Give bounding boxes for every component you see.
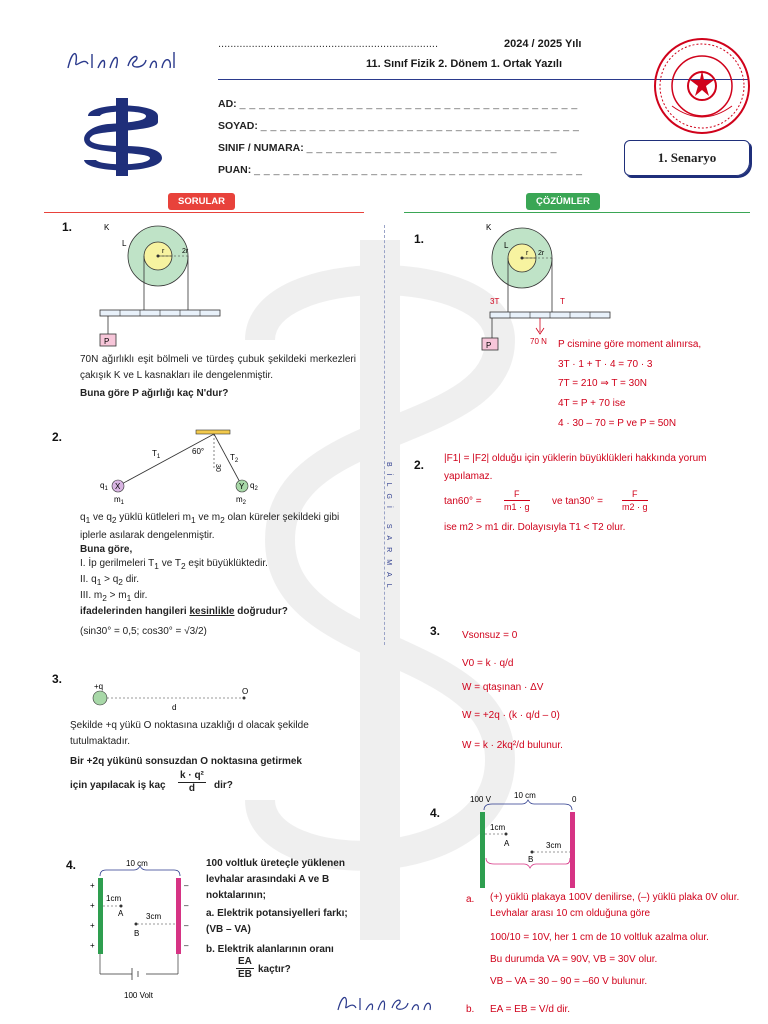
q4-label-volt: 100 Volt — [124, 991, 153, 1000]
q2-item-1: I. İp gerilmeleri $T_1$ ve $T_2$ eşit büyüklüktedir. — [80, 558, 268, 571]
s1-label-p: P — [486, 341, 492, 350]
s1-number: 1. — [414, 232, 425, 246]
s2-number: 2. — [414, 458, 425, 472]
s1-line-1: P cismine göre moment alınırsa, — [558, 339, 702, 350]
q2-buna: Buna göre, — [80, 544, 133, 555]
q2-label-t1: $T_1$ — [152, 449, 161, 460]
s4-label-dist: 10 cm — [514, 791, 536, 800]
q4-label-b: B — [134, 929, 140, 938]
s4-a-3: Bu durumda VA = 90V, VB = 30V olur. — [490, 954, 658, 965]
name-field[interactable]: AD: _ _ _ _ _ _ _ _ _ _ _ _ _ _ _ _ _ _ _ _ _ _ _ _ _ _ _ _ _ _ _ _ _ _ _ — [218, 98, 578, 110]
footer-signature — [334, 990, 438, 1016]
s4-a-4: VB – VA = 30 – 90 = –60 V bulunur. — [490, 976, 648, 987]
s4-label-a: A — [504, 839, 510, 848]
solutions-tab: ÇÖZÜMLER — [526, 193, 600, 210]
q4-figure — [84, 856, 194, 1006]
q2-label-q2: $q_2$ — [250, 481, 258, 492]
s1-label-t: T — [560, 297, 565, 306]
s1-label-2r: 2r — [538, 250, 545, 257]
q4-label-dist: 10 cm — [126, 859, 148, 868]
q1-label-l: L — [122, 239, 127, 248]
q4-plus-sign: + — [90, 881, 95, 890]
s4-label-100v: 100 V — [470, 795, 491, 804]
q3-label-q: +q — [94, 682, 104, 691]
q3-figure — [86, 680, 256, 714]
q4-label-3cm: 3cm — [146, 912, 162, 921]
s2-frac-1 — [504, 488, 530, 513]
s3-line-5: W = k · 2kq²/d bulunur. — [462, 740, 563, 751]
q2-label-60: 60° — [192, 447, 205, 456]
q4-minus-sign: – — [184, 941, 189, 950]
s4-a-2: 100/10 = 10V, her 1 cm de 10 voltluk azalma olur. — [490, 932, 709, 943]
q4-b-end: kaçtır? — [258, 964, 291, 975]
exam-year: 2024 / 2025 Yılı — [504, 38, 582, 50]
s3-line-4: W = +2q · (k · q/d – 0) — [462, 710, 560, 721]
q2-label-y: Y — [239, 482, 245, 491]
s3-line-3: W = qtaşınan · ΔV — [462, 682, 544, 693]
s4-b-1: EA = EB = V/d dir. — [490, 1004, 571, 1015]
s1-line-3: 7T = 210 ⇒ T = 30N — [558, 378, 647, 389]
q1-question: Buna göre P ağırlığı kaç N'dur? — [80, 388, 229, 399]
s4-b-label: b. — [466, 1004, 475, 1015]
solutions-rule — [404, 212, 750, 213]
s4-a-label: a. — [466, 894, 475, 905]
q2-item-3: III. $m_2 > m_1$ dir. — [80, 590, 148, 603]
q3-text: Şekilde +q yükü O noktasına uzaklığı d olacak şekilde tutulmaktadır. — [70, 720, 309, 747]
q4-minus-sign: – — [184, 881, 189, 890]
s4-label-0: 0 — [572, 795, 577, 804]
s1-label-3t: 3T — [490, 297, 500, 306]
divider-brand: BİLGİ SARMAL — [385, 462, 392, 595]
q4-plus-sign: + — [90, 941, 95, 950]
surname-field[interactable]: SOYAD: _ _ _ _ _ _ _ _ _ _ _ _ _ _ _ _ _ _ _ _ _ _ _ _ _ _ _ _ _ _ _ _ _ — [218, 120, 580, 132]
s2-frac2-num: F — [622, 488, 648, 501]
s2-frac2-den: m2 · g — [622, 502, 648, 512]
s4-a-1: (+) yüklü plakaya 100V denilirse, (–) yüklü plaka 0V olur. Levhalar arası 10 cm olduğuna göre — [490, 892, 740, 919]
s2-frac1-den: m1 · g — [504, 502, 530, 512]
q3-ask3: dir? — [214, 780, 233, 791]
q2-label-t2: $T_2$ — [230, 453, 239, 464]
q2-figure — [96, 426, 276, 506]
questions-rule — [44, 212, 364, 213]
q4-label-1cm: 1cm — [106, 894, 122, 903]
q4-label-a: A — [118, 909, 124, 918]
meb-seal — [652, 36, 752, 136]
bs-logo — [78, 96, 168, 178]
q2-label-x: X — [115, 482, 121, 491]
q2-label-m1: $m_1$ — [114, 495, 125, 506]
q4-text: 100 voltluk üreteçle yüklenen levhalar arasındaki A ve B noktalarının; — [206, 858, 345, 901]
q4-minus-sign: – — [184, 921, 189, 930]
class-number-field[interactable]: SINIF / NUMARA: _ _ _ _ _ _ _ _ _ _ _ _ _ _ _ _ _ _ _ _ _ _ _ _ _ _ — [218, 142, 557, 154]
s2-tan60: tan60° = — [444, 496, 482, 507]
scenario-box — [624, 140, 750, 176]
q3-ask1: Bir +2q yükünü sonsuzdan O noktasına getirmek — [70, 756, 302, 767]
exam-title: 11. Sınıf Fizik 2. Dönem 1. Ortak Yazılı — [366, 58, 563, 70]
brand-script-logo — [62, 44, 182, 76]
q1-text: 70N ağırlıklı eşit bölmeli ve türdeş çubuk şekildeki merkezleri çakışık K ve L kasnakları ile dengelenmiştir. — [80, 354, 356, 381]
q4-b-fraction — [236, 956, 254, 981]
q1-label-r: r — [162, 248, 165, 255]
s4-number: 4. — [430, 806, 441, 820]
q2-label-30: 30 — [214, 464, 221, 472]
q4-plus-sign: + — [90, 921, 95, 930]
s2-frac1-num: F — [504, 488, 530, 501]
s1-label-r: r — [526, 250, 529, 257]
q1-label-k: K — [104, 223, 110, 232]
q3-number: 3. — [52, 672, 63, 686]
s4-label-1cm: 1cm — [490, 823, 506, 832]
q3-ask2: için yapılacak iş kaç — [70, 780, 166, 791]
q4-b-den: EB — [238, 969, 252, 980]
score-field[interactable]: PUAN: _ _ _ _ _ _ _ _ _ _ _ _ _ _ _ _ _ _ _ _ _ _ _ _ _ _ _ _ _ _ _ _ _ _ — [218, 164, 583, 176]
q3-fraction — [178, 770, 206, 795]
q2-number: 2. — [52, 430, 63, 444]
s4-label-b: B — [528, 855, 534, 864]
s4-label-3cm: 3cm — [546, 841, 562, 850]
s1-line-2: 3T · 1 + T · 4 = 70 · 3 — [558, 359, 653, 370]
q4-part-a: a. Elektrik potansiyelleri farkı; (VB – VA) — [206, 908, 348, 935]
s2-tan30: ve tan30° = — [552, 496, 603, 507]
q4-b-num: EA — [238, 956, 252, 967]
q3-frac-den: d — [188, 783, 195, 794]
s1-label-l: L — [504, 241, 509, 250]
q2-label-m2: $m_2$ — [236, 495, 247, 506]
q4-number: 4. — [66, 858, 77, 872]
q3-label-o: O — [242, 687, 249, 696]
s4-figure — [466, 790, 596, 890]
s1-label-k: K — [486, 223, 492, 232]
s3-line-2: V0 = k · q/d — [462, 658, 514, 669]
header-dots: ........................................................................ — [218, 38, 439, 50]
s1-line-5: 4 · 30 – 70 = P ve P = 50N — [558, 418, 677, 429]
s2-line-3: ise m2 > m1 dir. Dolayısıyla T1 < T2 olur. — [444, 522, 626, 533]
s2-line-1: |F1| = |F2| olduğu için yüklerin büyüklükleri hakkında yorum yapılamaz. — [444, 453, 707, 482]
s1-label-70n: 70 N — [530, 337, 547, 346]
q1-figure — [86, 218, 236, 348]
q4-part-b: b. Elektrik alanlarının oranı — [206, 944, 334, 955]
q2-text: $q_1$ ve $q_2$ yüklü kütleleri $m_1$ ve $m_2$ olan küreler şekildeki gibi iplerle asılarak dengelenmiştir. — [80, 512, 340, 541]
s1-line-4: 4T = P + 70 ise — [558, 398, 626, 409]
q2-label-q1: $q_1$ — [100, 481, 108, 492]
q4-minus-sign: – — [184, 901, 189, 910]
q1-number: 1. — [62, 220, 73, 234]
q2-ask: ifadelerinden hangileri kesinlikle doğrudur? — [80, 606, 288, 617]
q1-label-2r: 2r — [182, 248, 189, 255]
q3-label-d: d — [172, 703, 177, 712]
s3-line-1: Vsonsuz = 0 — [462, 630, 518, 641]
questions-tab: SORULAR — [168, 193, 235, 210]
q2-item-2: II. $q_1 > q_2$ dir. — [80, 574, 140, 587]
q4-plus-sign: + — [90, 901, 95, 910]
s2-frac-2 — [622, 488, 648, 513]
scenario-label: 1. Senaryo — [657, 150, 717, 165]
s3-number: 3. — [430, 624, 441, 638]
q2-hint: (sin30° = 0,5; cos30° = √3/2) — [80, 626, 207, 637]
q3-frac-num: k · q² — [180, 770, 204, 781]
q1-label-p: P — [104, 337, 110, 346]
